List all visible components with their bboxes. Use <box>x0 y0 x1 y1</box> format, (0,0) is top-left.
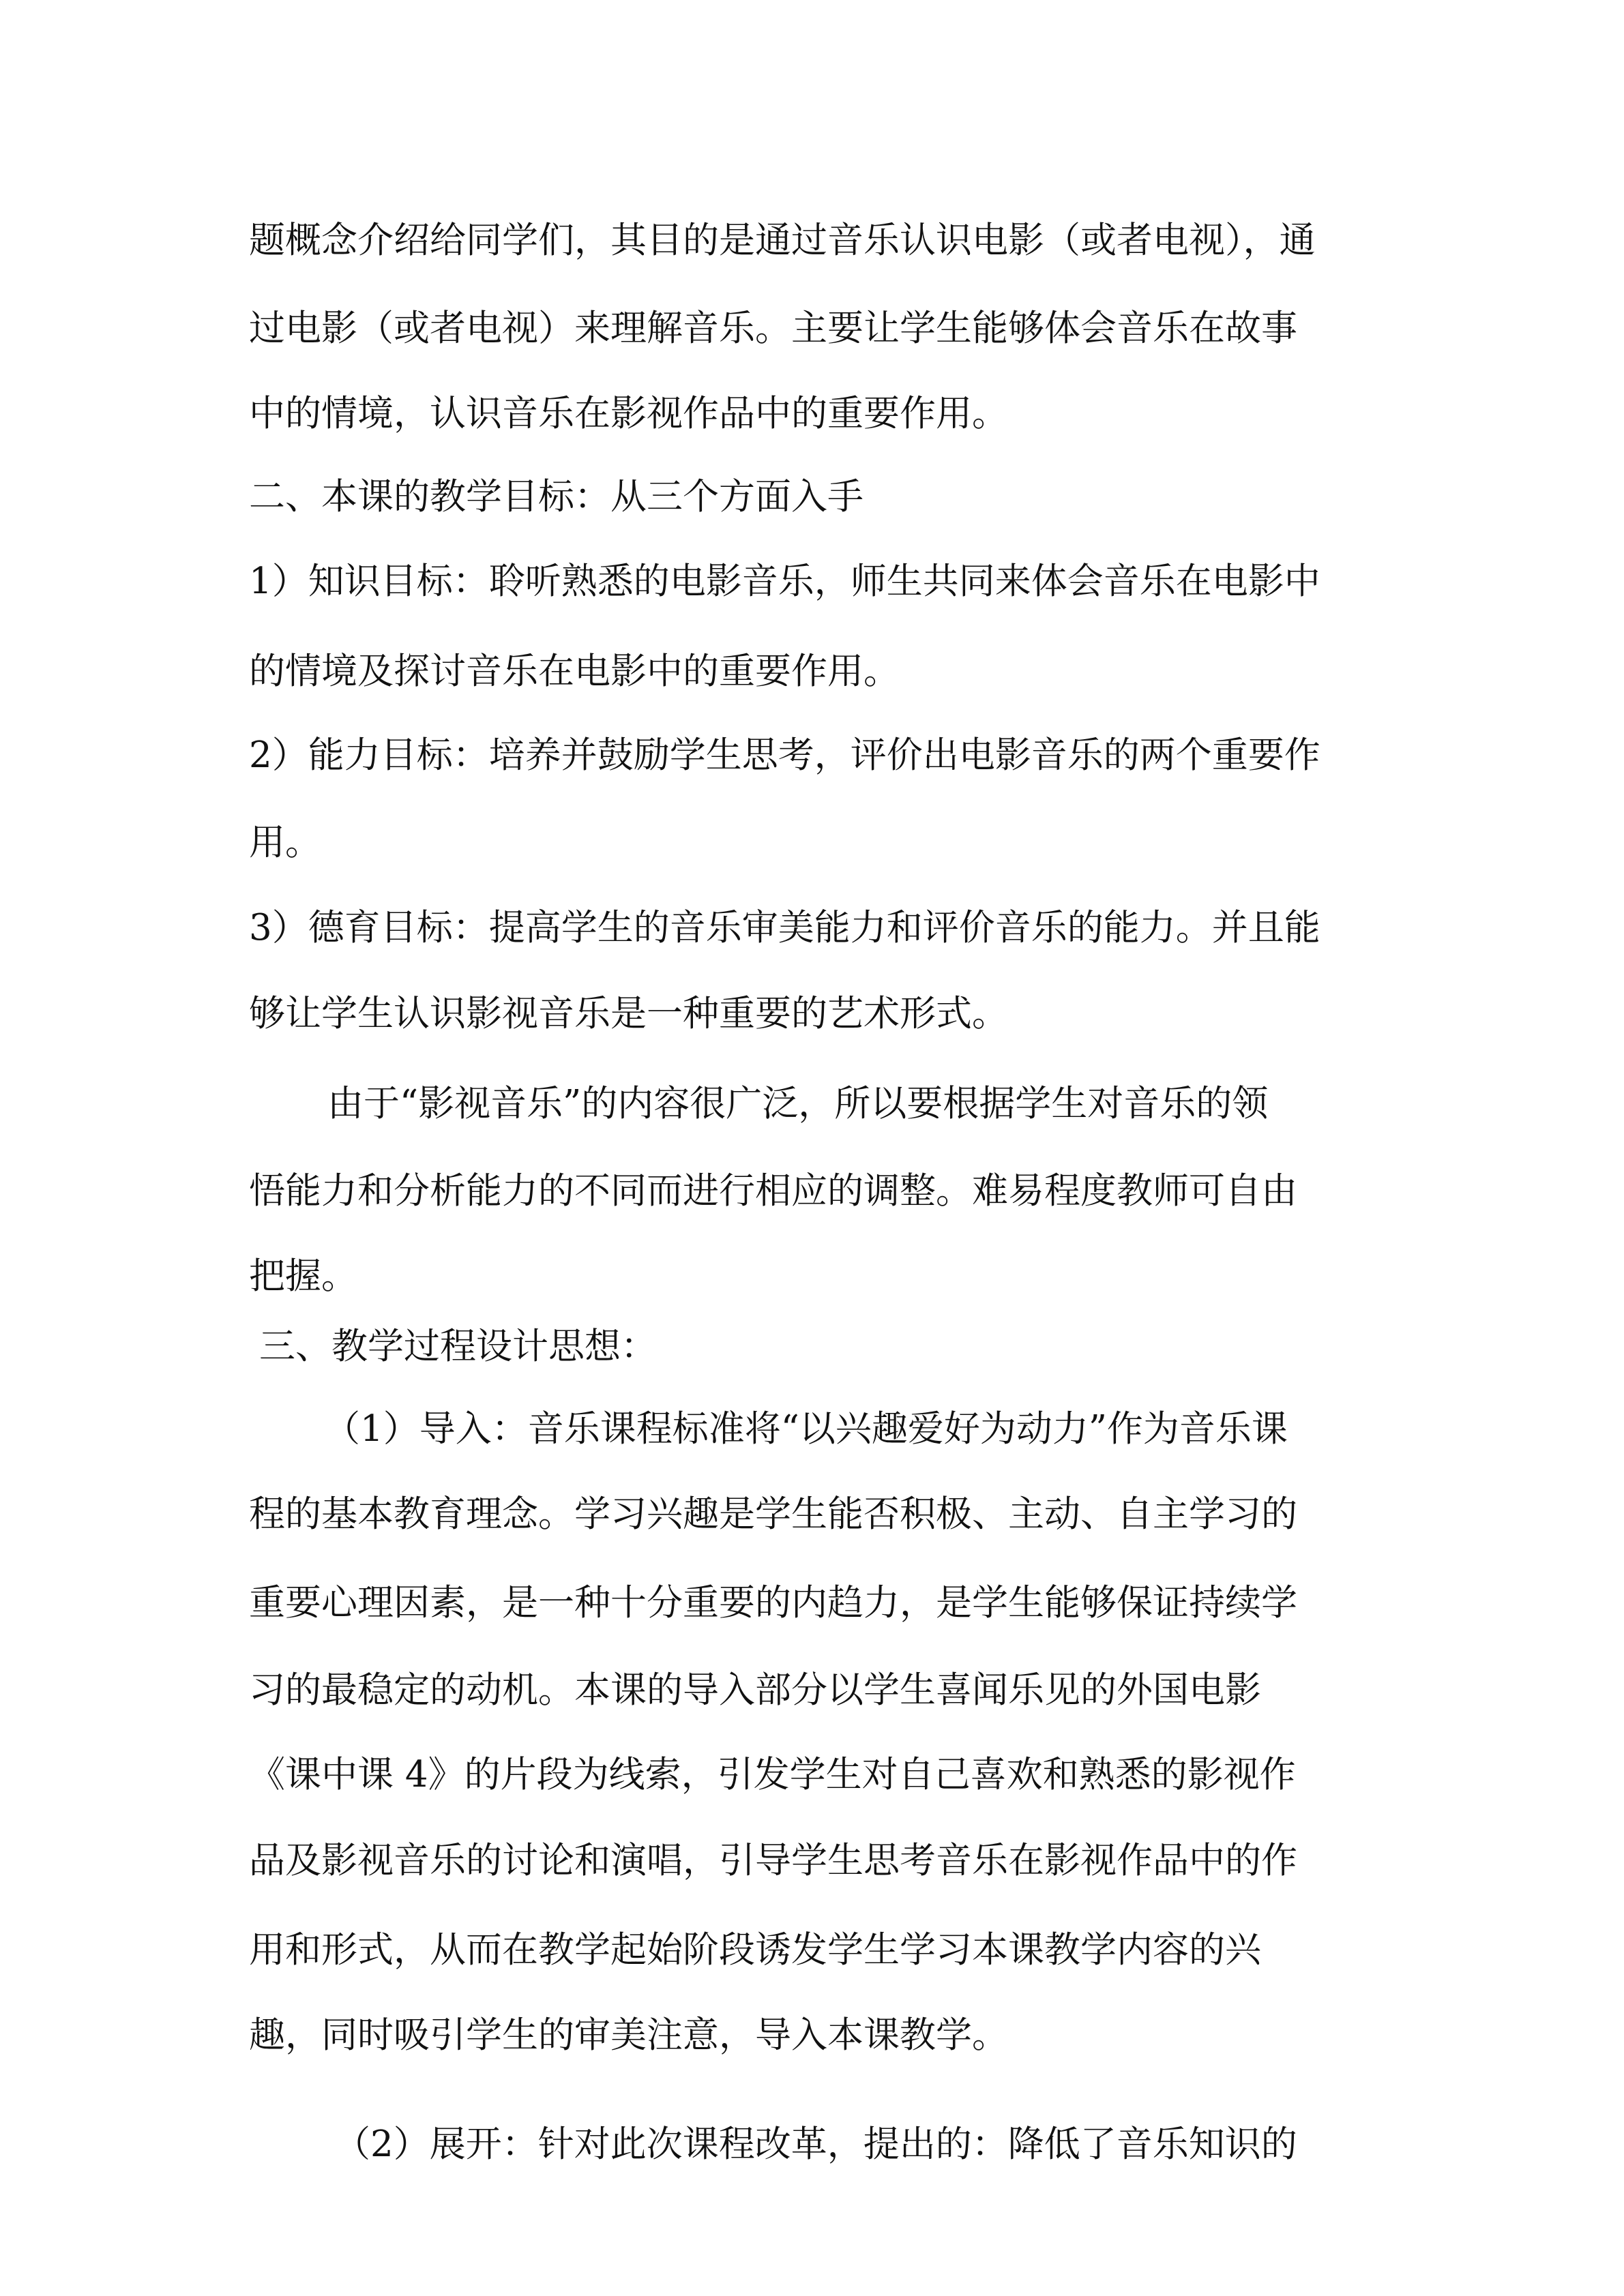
text-line: （2）展开：针对此次课程改革，提出的：降低了音乐知识的 <box>334 2123 1297 2165</box>
text-line: 趣，同时吸引学生的审美注意，导入本课教学。 <box>249 2014 1008 2056</box>
text-line: 过电影（或者电视）来理解音乐。主要让学生能够体会音乐在故事 <box>249 308 1297 349</box>
text-line: 的情境及探讨音乐在电影中的重要作用。 <box>249 651 900 692</box>
text-line: （1）导入：音乐课程标准将“以兴趣爱好为动力”作为音乐课 <box>324 1408 1288 1450</box>
text-line: 《课中课 4》的片段为线索，引发学生对自己喜欢和熟悉的影视作 <box>249 1754 1296 1795</box>
text-line: 1）知识目标：聆听熟悉的电影音乐，师生共同来体会音乐在电影中 <box>249 561 1320 602</box>
text-line: 用。 <box>249 822 321 863</box>
text-line: 程的基本教育理念。学习兴趣是学生能否积极、主动、自主学习的 <box>249 1493 1297 1535</box>
text-line: 够让学生认识影视音乐是一种重要的艺术形式。 <box>249 993 1008 1034</box>
text-line: 品及影视音乐的讨论和演唱，引导学生思考音乐在影视作品中的作 <box>249 1840 1297 1881</box>
text-line: 悟能力和分析能力的不同而进行相应的调整。难易程度教师可自由 <box>249 1170 1297 1212</box>
text-line: 把握。 <box>249 1255 357 1297</box>
text-line: 重要心理因素，是一种十分重要的内趋力，是学生能够保证持续学 <box>249 1582 1297 1624</box>
section-heading: 三、教学过程设计思想： <box>259 1326 657 1367</box>
text-line: 习的最稳定的动机。本课的导入部分以学生喜闻乐见的外国电影 <box>249 1669 1261 1711</box>
text-line: 中的情境，认识音乐在影视作品中的重要作用。 <box>249 393 1008 434</box>
text-line: 由于“影视音乐”的内容很广泛，所以要根据学生对音乐的领 <box>327 1083 1269 1124</box>
section-heading: 二、本课的教学目标：从三个方面入手 <box>249 476 863 518</box>
text-line: 题概念介绍给同学们，其目的是通过音乐认识电影（或者电视），通 <box>249 220 1316 261</box>
text-line: 2）能力目标：培养并鼓励学生思考，评价出电影音乐的两个重要作 <box>249 734 1320 776</box>
text-line: 用和形式，从而在教学起始阶段诱发学生学习本课教学内容的兴 <box>249 1929 1261 1971</box>
text-line: 3）德育目标：提高学生的音乐审美能力和评价音乐的能力。并且能 <box>249 907 1320 949</box>
